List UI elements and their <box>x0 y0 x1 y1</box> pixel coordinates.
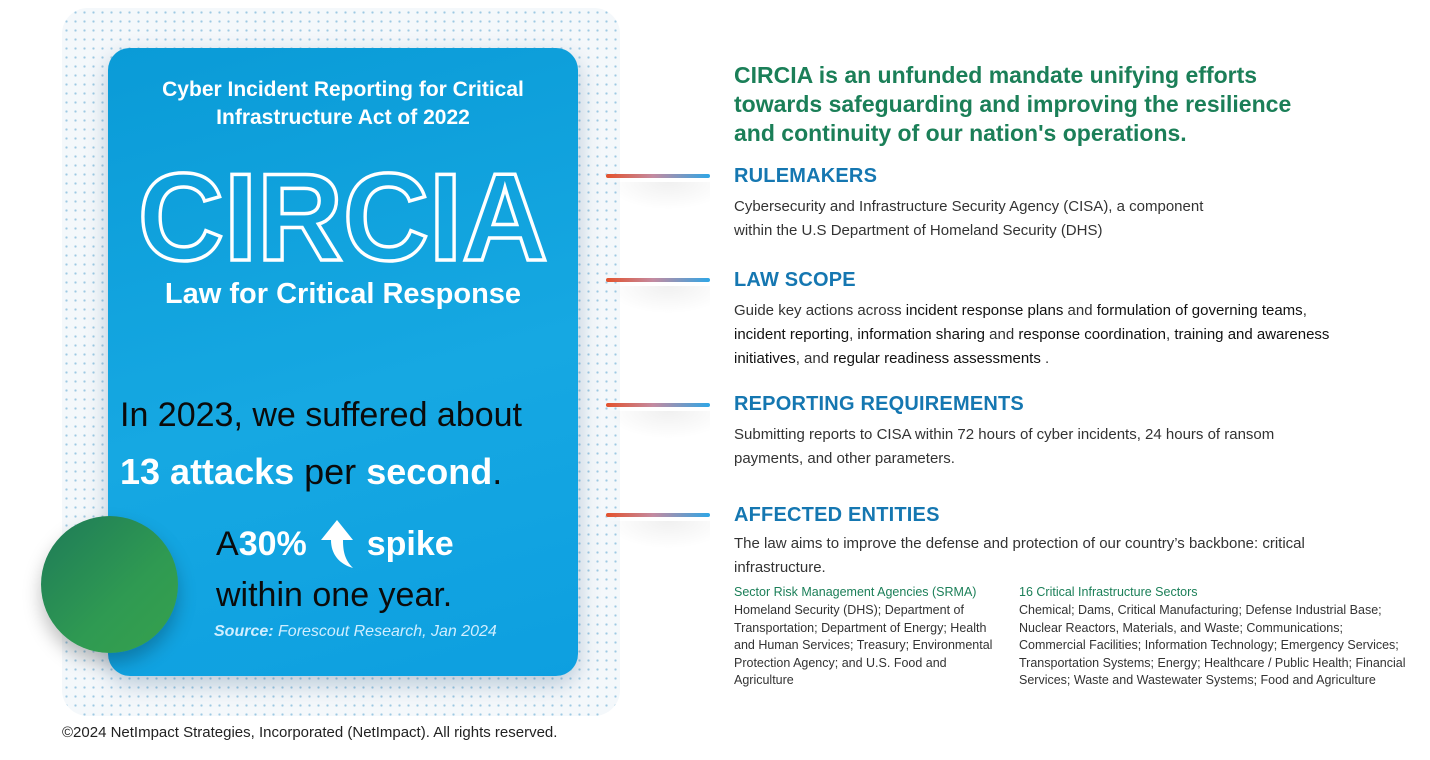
intro-statement <box>734 61 1374 148</box>
intro-line1: CIRCIA is an unfunded mandate unifying efforts <box>734 62 1258 88</box>
up-arrow-icon <box>317 518 357 570</box>
law-scope-emphasis: incident reporting <box>734 326 850 343</box>
affected-title: AFFECTED ENTITIES <box>734 504 940 526</box>
source-text: Forescout Research, Jan 2024 <box>273 623 497 640</box>
stat-spike: spike <box>366 524 454 563</box>
law-scope-text: , <box>1165 326 1175 343</box>
rulemakers-body <box>734 195 1354 243</box>
sectors-title: 16 Critical Infrastructure Sectors <box>1019 585 1198 599</box>
connector-law-scope <box>606 278 710 282</box>
stat-percent: 30% <box>238 524 307 563</box>
connector-reporting <box>606 403 710 407</box>
stat-line-1: In 2023, we suffered about <box>120 396 523 434</box>
stat-second: second <box>366 451 493 492</box>
connector-affected <box>606 513 710 517</box>
circia-logo <box>132 148 554 278</box>
circia-card <box>108 48 578 676</box>
stat-attacks: 13 attacks <box>120 451 295 492</box>
law-scope-emphasis: response coordination <box>1018 326 1166 343</box>
stat-line-2 <box>120 451 502 493</box>
law-scope-text: , <box>849 326 858 343</box>
intro-line3: and continuity of our nation's operations. <box>734 120 1187 146</box>
srma-title: Sector Risk Management Agencies (SRMA) <box>734 585 977 599</box>
card-title-line2: Infrastructure Act of 2022 <box>216 106 470 129</box>
law-scope-body <box>734 299 1339 371</box>
law-scope-emphasis: information sharing <box>857 326 985 343</box>
source-label: Source: <box>214 623 274 640</box>
stat-per: per <box>294 451 367 492</box>
law-scope-text: and <box>985 326 1019 343</box>
rulemakers-title: RULEMAKERS <box>734 165 878 187</box>
affected-body: The law aims to improve the defense and protection of our country’s backbone: critical infrastructure. <box>734 535 1305 576</box>
srma-body: Homeland Security (DHS); Department of Transportation; Department of Energy; Health and Human Services; Treasury; Environmental Protection Agency; and U.S. Food and Agriculture <box>734 603 993 688</box>
card-title-line1: Cyber Incident Reporting for Critical <box>162 78 524 101</box>
law-scope-text: Guide key actions across <box>734 302 906 319</box>
sectors-body: Chemical; Dams, Critical Manufacturing; Defense Industrial Base; Nuclear Reactors, Materials, and Waste; Communications; Commercial Facilities; Information Technology; Emergency Services; Transportation Systems; Energy; Healthcare / Public Health; Financial Services; Waste and Wastewater Systems; Food and Agriculture <box>1019 603 1406 688</box>
law-scope-emphasis: incident response plans <box>905 302 1064 319</box>
connector-rulemakers <box>606 174 710 178</box>
law-scope-text: . <box>1040 350 1050 367</box>
law-scope-emphasis: formulation of governing teams <box>1096 302 1303 319</box>
law-scope-text: , and <box>795 350 834 367</box>
stat-line-3 <box>216 518 454 570</box>
source-citation <box>214 623 497 641</box>
rulemakers-line1: Cybersecurity and Infrastructure Security Agency (CISA), a component <box>734 198 1204 215</box>
law-scope-title: LAW SCOPE <box>734 269 856 291</box>
stat-line-4: within one year. <box>216 576 453 614</box>
copyright-notice: ©2024 NetImpact Strategies, Incorporated (NetImpact). All rights reserved. <box>62 724 558 741</box>
law-scope-text: and <box>1063 302 1097 319</box>
rulemakers-line2: within the U.S Department of Homeland Security (DHS) <box>734 222 1103 239</box>
circia-logo-text: CIRCIA <box>138 149 548 278</box>
law-scope-emphasis: training and awareness initiatives <box>734 326 1330 367</box>
intro-line2: towards safeguarding and improving the resilience <box>734 91 1292 117</box>
card-subtitle: Law for Critical Response <box>164 278 522 310</box>
stat-a: A <box>216 524 239 563</box>
reporting-body: Submitting reports to CISA within 72 hours of cyber incidents, 24 hours of ransom payments, and other parameters. <box>734 426 1275 467</box>
law-scope-emphasis: regular readiness assessments <box>833 350 1041 367</box>
stat-period: . <box>492 451 503 492</box>
green-circle-decoration <box>41 516 178 653</box>
law-scope-text: , <box>1302 302 1307 319</box>
reporting-title: REPORTING REQUIREMENTS <box>734 393 1024 415</box>
card-title <box>108 76 578 132</box>
